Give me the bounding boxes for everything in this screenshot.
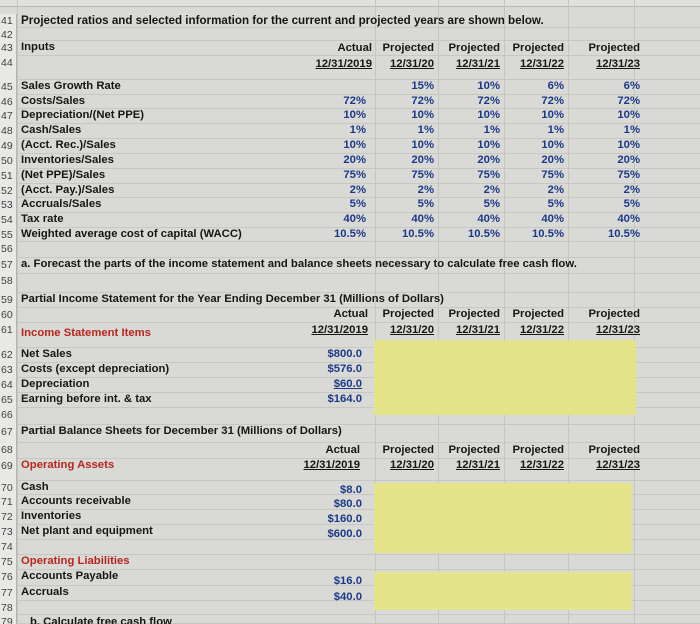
asset-row-label[interactable]: Net plant and equipment [21, 525, 153, 537]
row-number[interactable]: 60 [0, 308, 17, 323]
assets-input-area[interactable] [374, 483, 632, 553]
row-number[interactable]: 62 [0, 348, 17, 363]
input-value[interactable]: 75% [617, 169, 640, 181]
input-value[interactable]: 20% [343, 154, 366, 166]
input-label[interactable]: Accruals/Sales [21, 198, 102, 210]
input-value[interactable]: 10% [541, 139, 564, 151]
col-header[interactable]: Projected [512, 42, 564, 54]
input-label[interactable]: Depreciation/(Net PPE) [21, 109, 145, 121]
row-number[interactable]: 67 [0, 425, 17, 443]
row-number[interactable]: 59 [0, 293, 17, 308]
sheet-row [0, 28, 700, 41]
input-value[interactable]: 5% [623, 198, 640, 210]
income-actual-value[interactable]: $60.0 [333, 378, 362, 390]
col-header[interactable]: Projected [448, 308, 500, 320]
input-value[interactable]: 1% [349, 124, 366, 136]
col-date[interactable]: 12/31/21 [456, 459, 500, 471]
row-number[interactable]: 71 [0, 495, 17, 510]
col-date[interactable]: 12/31/23 [596, 459, 640, 471]
input-value[interactable]: 10.5% [333, 228, 366, 240]
row-number[interactable]: 47 [0, 109, 17, 124]
row-number[interactable]: 72 [0, 510, 17, 525]
row-number[interactable]: 54 [0, 213, 17, 228]
row-number[interactable]: 50 [0, 154, 17, 169]
col-date[interactable]: 12/31/21 [456, 58, 500, 70]
row-number[interactable]: 51 [0, 169, 17, 184]
row-number[interactable]: 52 [0, 184, 17, 198]
asset-actual-value[interactable]: $160.0 [327, 513, 362, 525]
input-value[interactable]: 72% [617, 95, 640, 107]
liability-actual-value[interactable]: $16.0 [333, 575, 362, 587]
asset-row-label[interactable]: Inventories [21, 510, 82, 522]
col-date[interactable]: 12/31/22 [520, 58, 564, 70]
row-number[interactable]: 68 [0, 443, 17, 459]
input-value[interactable]: 75% [541, 169, 564, 181]
input-value[interactable]: 20% [411, 154, 434, 166]
input-value[interactable]: 10.5% [467, 228, 500, 240]
row-number[interactable]: 65 [0, 393, 17, 408]
col-header[interactable]: Actual [337, 42, 372, 54]
col-header[interactable]: Projected [512, 444, 564, 456]
row-number[interactable]: 49 [0, 139, 17, 154]
input-value[interactable]: 75% [477, 169, 500, 181]
col-date[interactable]: 12/31/22 [520, 459, 564, 471]
input-value[interactable]: 20% [617, 154, 640, 166]
input-value[interactable]: 75% [411, 169, 434, 181]
input-value[interactable]: 2% [349, 184, 366, 196]
row-number[interactable]: 73 [0, 525, 17, 540]
row-number[interactable]: 48 [0, 124, 17, 139]
row-number[interactable]: 66 [0, 408, 17, 425]
row-number[interactable]: 58 [0, 274, 17, 293]
liability-actual-value[interactable]: $40.0 [333, 591, 362, 603]
input-value[interactable]: 10% [477, 139, 500, 151]
col-header[interactable]: Projected [382, 308, 434, 320]
income-actual-value[interactable]: $164.0 [327, 393, 362, 405]
input-value[interactable]: 20% [477, 154, 500, 166]
input-value[interactable]: 6% [623, 80, 640, 92]
input-value[interactable]: 10% [343, 139, 366, 151]
col-header[interactable]: Projected [588, 444, 640, 456]
input-value[interactable]: 40% [343, 213, 366, 225]
income-header[interactable]: Income Statement Items [21, 327, 151, 339]
input-value[interactable]: 10% [411, 139, 434, 151]
row-number[interactable]: 53 [0, 198, 17, 213]
row-number[interactable]: 41 [0, 14, 17, 28]
input-label[interactable]: Cash/Sales [21, 124, 82, 136]
sheet-title[interactable]: Projected ratios and selected information for the current and projected years are shown below. [21, 14, 544, 27]
col-date[interactable]: 12/31/21 [456, 324, 500, 336]
col-date[interactable]: 12/31/23 [596, 324, 640, 336]
row-number[interactable]: 64 [0, 378, 17, 393]
col-date[interactable]: 12/31/22 [520, 324, 564, 336]
asset-row-label[interactable]: Accounts receivable [21, 495, 131, 507]
input-value[interactable]: 40% [541, 213, 564, 225]
input-value[interactable]: 5% [483, 198, 500, 210]
row-number[interactable]: 74 [0, 540, 17, 555]
input-value[interactable]: 72% [477, 95, 500, 107]
input-value[interactable]: 5% [547, 198, 564, 210]
input-value[interactable]: 1% [547, 124, 564, 136]
input-value[interactable]: 10% [477, 80, 500, 92]
part-a-prompt[interactable]: a. Forecast the parts of the income statement and balance sheets necessary to calculate free cash flow. [21, 258, 577, 270]
col-date[interactable]: 12/31/2019 [311, 324, 368, 336]
inputs-label[interactable]: Inputs [21, 41, 55, 53]
col-header[interactable]: Actual [325, 444, 360, 456]
input-value[interactable]: 5% [417, 198, 434, 210]
input-value[interactable]: 10% [541, 109, 564, 121]
asset-row-label[interactable]: Cash [21, 481, 49, 493]
input-label[interactable]: (Acct. Rec.)/Sales [21, 139, 116, 151]
row-number[interactable]: 56 [0, 242, 17, 258]
row-number[interactable]: 55 [0, 228, 17, 242]
row-number[interactable]: 42 [0, 28, 17, 41]
assets-header[interactable]: Operating Assets [21, 459, 115, 471]
col-date[interactable]: 12/31/20 [390, 324, 434, 336]
col-header[interactable]: Projected [382, 42, 434, 54]
row-number[interactable]: 57 [0, 258, 17, 274]
input-value[interactable]: 10.5% [531, 228, 564, 240]
input-value[interactable]: 1% [483, 124, 500, 136]
input-value[interactable]: 72% [541, 95, 564, 107]
income-actual-value[interactable]: $576.0 [327, 363, 362, 375]
input-value[interactable]: 2% [483, 184, 500, 196]
col-header[interactable]: Projected [382, 444, 434, 456]
liability-row-label[interactable]: Accounts Payable [21, 570, 119, 582]
input-value[interactable]: 75% [343, 169, 366, 181]
input-value[interactable]: 40% [477, 213, 500, 225]
col-header[interactable]: Projected [588, 308, 640, 320]
row-number[interactable]: 63 [0, 363, 17, 378]
input-label[interactable]: Tax rate [21, 213, 64, 225]
col-header[interactable]: Actual [333, 308, 368, 320]
liabilities-header[interactable]: Operating Liabilities [21, 555, 130, 567]
input-value[interactable]: 20% [541, 154, 564, 166]
input-label[interactable]: Costs/Sales [21, 95, 86, 107]
input-value[interactable]: 10% [477, 109, 500, 121]
row-gridline [17, 242, 700, 258]
col-date[interactable]: 12/31/2019 [303, 459, 360, 471]
balance-title[interactable]: Partial Balance Sheets for December 31 (Millions of Dollars) [21, 425, 342, 437]
col-header[interactable]: Projected [588, 42, 640, 54]
col-date[interactable]: 12/31/23 [596, 58, 640, 70]
input-value[interactable]: 72% [411, 95, 434, 107]
input-label[interactable]: Sales Growth Rate [21, 80, 121, 92]
row-number[interactable]: 78 [0, 601, 17, 615]
sheet-row [0, 242, 700, 258]
input-value[interactable]: 6% [547, 80, 564, 92]
row-gridline [17, 28, 700, 41]
row-number[interactable]: 69 [0, 459, 17, 481]
col-date[interactable]: 12/31/20 [390, 459, 434, 471]
input-label[interactable]: (Net PPE)/Sales [21, 169, 106, 181]
column-header-strip [0, 0, 700, 7]
asset-actual-value[interactable]: $8.0 [340, 484, 362, 496]
input-value[interactable]: 1% [623, 124, 640, 136]
input-value[interactable]: 1% [417, 124, 434, 136]
input-value[interactable]: 2% [547, 184, 564, 196]
row-number[interactable]: 45 [0, 80, 17, 95]
input-value[interactable]: 10% [411, 109, 434, 121]
input-value[interactable]: 10.5% [607, 228, 640, 240]
income-row-label[interactable]: Net Sales [21, 348, 72, 360]
input-value[interactable]: 2% [623, 184, 640, 196]
row-number[interactable]: 77 [0, 586, 17, 601]
row-number[interactable]: 43 [0, 41, 17, 56]
input-value[interactable]: 10% [617, 109, 640, 121]
income-row-label[interactable]: Earning before int. & tax [21, 393, 152, 405]
col-date[interactable]: 12/31/20 [390, 58, 434, 70]
income-input-area[interactable] [374, 340, 636, 415]
input-value[interactable]: 10% [617, 139, 640, 151]
input-value[interactable]: 40% [411, 213, 434, 225]
income-title[interactable]: Partial Income Statement for the Year Ending December 31 (Millions of Dollars) [21, 293, 444, 305]
input-label[interactable]: (Acct. Pay.)/Sales [21, 184, 115, 196]
row-number[interactable]: 79 [0, 615, 17, 624]
row-number[interactable]: 61 [0, 323, 17, 348]
income-row-label[interactable]: Costs (except depreciation) [21, 363, 170, 375]
input-label[interactable]: Inventories/Sales [21, 154, 114, 166]
income-actual-value[interactable]: $800.0 [327, 348, 362, 360]
asset-actual-value[interactable]: $600.0 [327, 528, 362, 540]
row-number[interactable]: 46 [0, 95, 17, 109]
asset-actual-value[interactable]: $80.0 [333, 498, 362, 510]
liability-row-label[interactable]: Accruals [21, 586, 69, 598]
input-value[interactable]: 72% [343, 95, 366, 107]
sheet-row [0, 274, 700, 293]
row-gridline [17, 274, 700, 293]
input-value[interactable]: 10% [343, 109, 366, 121]
row-number[interactable]: 70 [0, 481, 17, 495]
liabilities-input-area[interactable] [374, 572, 632, 610]
input-label[interactable]: Weighted average cost of capital (WACC) [21, 228, 242, 240]
row-number[interactable]: 76 [0, 570, 17, 586]
input-value[interactable]: 40% [617, 213, 640, 225]
input-value[interactable]: 15% [411, 80, 434, 92]
col-header[interactable]: Projected [448, 42, 500, 54]
input-value[interactable]: 5% [349, 198, 366, 210]
input-value[interactable]: 10.5% [401, 228, 434, 240]
row-number[interactable]: 75 [0, 555, 17, 570]
col-header[interactable]: Projected [512, 308, 564, 320]
income-row-label[interactable]: Depreciation [21, 378, 90, 390]
input-value[interactable]: 2% [417, 184, 434, 196]
col-date[interactable]: 12/31/2019 [315, 58, 372, 70]
col-header[interactable]: Projected [448, 444, 500, 456]
row-number[interactable]: 44 [0, 56, 17, 80]
part-b-prompt[interactable]: b. Calculate free cash flow [30, 616, 172, 624]
